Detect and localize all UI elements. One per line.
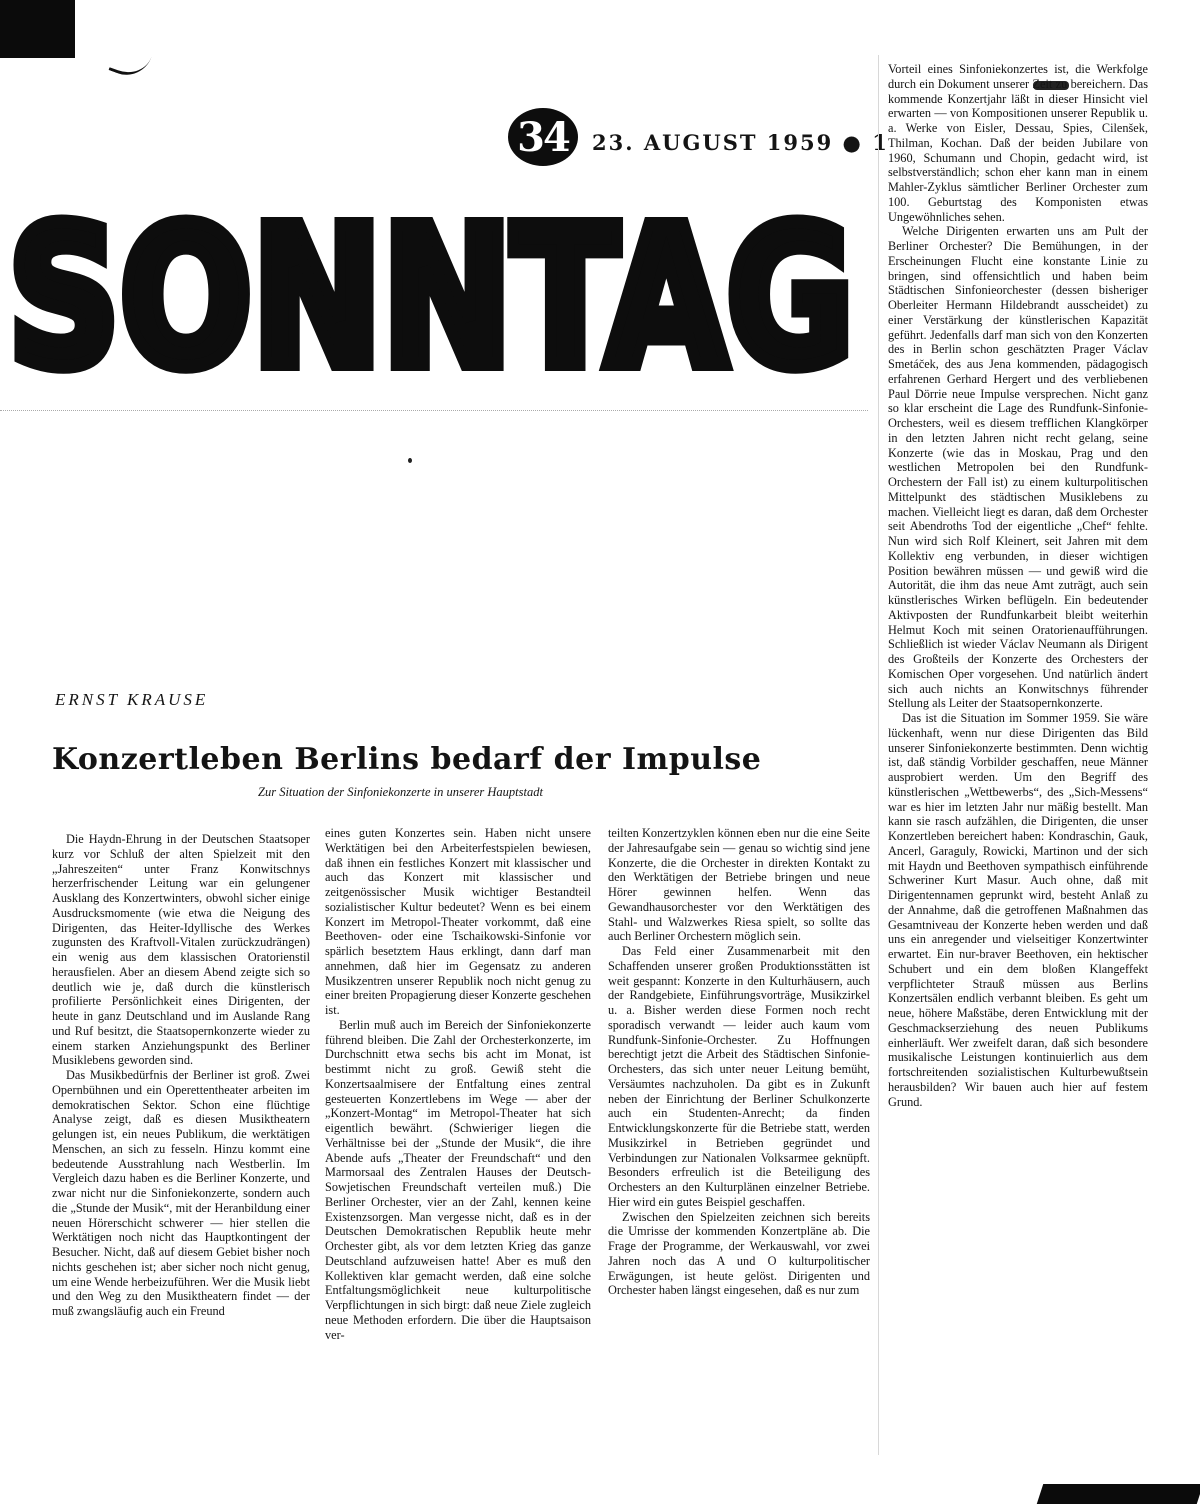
paragraph: eines guten Konzertes sein. Haben nicht unsere Werktätigen bei den Arbeiterfestspielen bewiesen, daß ihnen ein festliches Konzert mit klassischer und auch das Konzert mit klassischer und zeitgenössischer Musik wichtiger Bestandteil sozialistischer Kultur bedeutet? Wenn es bei einem Konzert im Metropol-Theater vorkommt, daß eine Beethoven- oder eine Tschaikowski-Sinfonie vor spärlich besetztem Haus erklingt, dann darf man annehmen, daß hier im Gegensatz zu anderen Musikzentren unserer Republik noch nicht genug zu einer breiten Propagierung dieser Konzerte geschehen ist. xyxy=(325,826,591,1017)
column-divider xyxy=(878,55,879,1455)
issue-date: 23. AUGUST 1959 ● 1 xyxy=(592,130,889,155)
issue-number: 34 xyxy=(517,113,569,161)
paragraph: Zwischen den Spielzeiten zeichnen sich bereits die Umrisse der kommenden Konzertpläne ab. Die Frage der Programme, der Werkauswahl, vor zwei Jahren noch das A und O kulturpolitischer Erwägungen, ist heute gelöst. Dirigenten und Orchester haben längst eingesehen, daß es nur zum xyxy=(608,1209,870,1298)
paragraph: Die Haydn-Ehrung in der Deutschen Staatsoper kurz vor Schluß der alten Spielzeit mit den „Jahreszeiten“ unter Franz Konwitschnys herzerfrischender Leitung war ein gelungener Ausklang des Konzertwinters, obwohl sicher einige Ausdrucksmomente (wie etwa die Neigung des Dirigenten, das Heiter-Idyllische des Werkes zugunsten des Kraftvoll-Vitalen zurückzudrängen) ein wenig aus dem klassischen Oratorienstil herausfielen. Aber an diesem Abend zeigte sich so deutlich wie je, daß durch die künstlerisch profilierte Persönlichkeit eines Dirigenten, der heute in ganz Deutschland und im Auslande Rang und Ruf besitzt, die Staatsopernkonzerte wieder zu einem starken Anziehungspunkt des Berliner Musiklebens geworden sind. xyxy=(52,832,310,1068)
paragraph: Welche Dirigenten erwarten uns am Pult der Berliner Orchester? Die Bemühungen, in der Erscheinungen Flucht eine konstante Linie zu bringen, sind offensichtlich und haben beim Städtischen Sinfonieorchester (dessen bisheriger Oberleiter Hermann Hildebrandt ausscheidet) zu einer Verstärkung der künstlerischen Kapazität geführt. Jedenfalls darf man sich von den Konzerten des in Berlin schon geschätzten Prager Václav Smetáček, des aus Jena kommenden, pädagogisch erfahrenen Gerhard Hergert und des verbliebenen Paul Dörrie neue Impulse versprechen. Nicht ganz so klar erscheint die Lage des Rundfunk-Sinfonie-Orchesters, weil es diesem trefflichen Klangkörper in den letzten Jahren nicht recht gelang, seine Konzerte (wie das in Moskau, Prag und den westlichen Metropolen bei den Rundfunk-Orchestern der Fall ist) zu einem kulturpolitischen Mittelpunkt des städtischen Musiklebens zu machen. Vielleicht liegt es daran, daß dem Orchester seit Abendroths Tod der eigentliche „Chef“ fehlte. Nun wird sich Rolf Kleinert, seit Jahren mit dem Kollektiv eng verbunden, in dieser wichtigen Position bewähren müssen — und gewiß wird die Autorität, die ihm das neue Amt zuträgt, auch sein künstlerisches Wirken beflügeln. Ein bedeutender Aktivposten der Rundfunkarbeit bleibt weiterhin Helmut Koch mit seinen Oratorienaufführungen. Schließlich ist wieder Václav Neumann als Dirigent des Großteils der Konzerte des Orchesters der Komischen Oper vorgesehen. Und natürlich ändert sich auch nichts an Konwitschnys führender Stellung als Leiter der Staatsopernkonzerte. xyxy=(888,224,1148,711)
article-column-2 xyxy=(325,826,591,1342)
article-column-3 xyxy=(608,826,870,1298)
scan-corner-mark xyxy=(0,0,75,58)
masthead-rule xyxy=(0,410,868,411)
paragraph: Das Feld einer Zusammenarbeit mit den Schaffenden unserer großen Produktionsstätten ist weit gespannt: Konzerte in den Kulturhäusern, auch der Randgebiete, Einführungsvorträge, Musikzirkel u. a. Bisher werden diese Formen noch recht sporadisch verwandt — leider auch kaum vom Rundfunk-Sinfonie-Orchester. Zu Hoffnungen berechtigt jetzt die Arbeit des Städtischen Sinfonie-Orchesters, das sich unter neuer Leitung bemüht, Versäumtes nachzuholen. Da gibt es in Zukunft neben der Einrichtung der Berliner Schulkonzerte auch ein Studenten-Anrecht; da finden Entwicklungskonzerte für die Betriebe statt, werden Musikzirkel in Betrieben gegründet und Verbindungen zur Nationalen Volksarmee geknüpft. Besonders erfreulich ist die Beteiligung des Orchesters an den Kulturplänen einzelner Betriebe. Hier wird ein gutes Beispiel geschaffen. xyxy=(608,944,870,1209)
paragraph: Das ist die Situation im Sommer 1959. Sie wäre lückenhaft, wenn nur diese Dirigenten das Bild unserer Sinfoniekonzerte bestimmten. Denn wichtig ist, daß ständig Vorbilder geschaffen, neue Männer ausprobiert werden. Um den Begriff des künstlerischen „Wettbewerbs“, des „Sich-Messens“ war es hier im letzten Jahr nur mäßig bestellt. Man kann sie rasch aufzählen, die Dirigenten, die unser Konzertleben bereichert haben: Kondraschin, Gauk, Ancerl, Garaguly, Rowicki, Martinon und der sich mit Haydn und Beethoven sympathisch einführende Schweriner Kurt Masur. Auch ohne, daß mit Dirigentennamen geprunkt wird, besteht Anlaß zu der Annahme, daß die getroffenen Maßnahmen das Gesamtniveau der Konzerte heben werden und daß uns ein anregender und vielseitiger Konzertwinter erwartet. Ein nur-braver Beethoven, ein hektischer Schubert und ein dem bloßen Klangeffekt verpflichteter Strauß müssen aus Berlins Konzertsälen endlich verbannt bleiben. Es geht um neue, höhere Maßstäbe, deren Entwicklung mit der Geschmackserziehung des neuen Publikums einherläuft. Wer zweifelt daran, daß sich besondere musikalische Leistungen kontinuierlich aus dem fortschreitenden sozialistischen Kulturbewußtsein herausbilden? Wir bauen auch hier auf festem Grund. xyxy=(888,711,1148,1109)
print-speck xyxy=(408,458,412,463)
scan-stroke-mark xyxy=(108,45,151,83)
article-column-4 xyxy=(888,62,1148,1109)
masthead xyxy=(8,158,854,408)
paragraph: Berlin muß auch im Bereich der Sinfoniekonzerte führend bleiben. Die Zahl der Orchesterkonzerte, im Durchschnitt etwa sechs bis acht im Monat, ist bestimmt nicht zu groß. Gewiß steht die Konzertsaalmisere der Entfaltung eines zentral gesteuerten Konzertlebens im Wege — aber der „Konzert-Montag“ im Metropol-Theater hat sich eigentlich bewährt. (Schwieriger liegen die Verhältnisse bei der „Stunde der Musik“, die ihre Abende aufs „Theater der Freundschaft“ und den Marmorsaal des Zentralen Hauses der Deutsch-Sowjetischen Freundschaft verteilen muß.) Die Berliner Orchester, vier an der Zahl, kennen keine Existenzsorgen. Man vergesse nicht, daß es in der Deutschen Demokratischen Republik heute mehr Orchester gibt, als vor dem letzten Krieg das ganze Deutschland aufzuweisen hatte! Aber es muß den Kollektiven klar gemacht werden, daß eine solche Entfaltungsmöglichkeit neue kulturpolitische Verpflichtungen in sich birgt: daß neue Ziele zugleich neue Methoden erfordern. Die über die Hauptsaison ver- xyxy=(325,1017,591,1342)
paragraph: Das Musikbedürfnis der Berliner ist groß. Zwei Opernbühnen und ein Operettentheater arbeiten im demokratischen Sektor. Schon eine flüchtige Analyse zeigt, daß es diesen Musiktheatern gelungen ist, ein neues Publikum, die werktätigen Menschen, an sich zu fesseln. Hinzu kommt eine bedeutende Ausstrahlung nach Westberlin. Im Vergleich dazu haben es die Berliner Konzerte, und zwar nicht nur die Sinfoniekonzerte, sondern auch die „Stunde der Musik“, mit der Heranbildung einer neuen Hörerschicht schwerer — hier stellen die Werktätigen noch nicht das Hauptkontingent der Besucher. Nicht, daß auf diesem Gebiet bisher noch nichts geschehen ist; aber sicher noch nicht genug, um eine Wende herbeizuführen. Wer die Musik liebt und den Weg zu den Musiktheatern findet — der muß zwangsläufig auch ein Freund xyxy=(52,1068,310,1318)
scan-edge-mark xyxy=(1037,1484,1200,1504)
paragraph: Vorteil eines Sinfoniekonzertes ist, die Werkfolge durch ein Dokument unserer Zeit zu bereichern. Das kommende Konzertjahr läßt in dieser Hinsicht viel erwarten — von Kompositionen unserer Republik u. a. Werke von Eisler, Dessau, Spies, Cilenšek, Thilman, Kochan. Daß der beiden Jubilare von 1960, Schumann und Chopin, gedacht wird, ist selbstverständlich; schon eher kann man in einem Mahler-Zyklus sämtlicher Berliner Orchester zum 100. Geburtstag des Komponisten etwas Ungewöhnliches sehen. xyxy=(888,62,1148,224)
article-author: ERNST KRAUSE xyxy=(55,690,209,709)
paragraph: teilten Konzertzyklen können eben nur die eine Seite der Jahresaufgabe sein — genau so wichtig sind jene Konzerte, die die Orchester in direkten Kontakt zu den Werktätigen der Betriebe bringen und neue Hörer gewinnen helfen. Wenn das Gewandhausorchester vor den Werktätigen des Stahl- und Walzwerkes Riesa spielt, so sollte das auch Berliner Orchestern möglich sein. xyxy=(608,826,870,944)
masthead-svg xyxy=(8,158,854,408)
article-headline: Konzertleben Berlins bedarf der Impulse xyxy=(52,742,762,777)
masthead-title: SONNTAG xyxy=(8,187,854,408)
article-column-1 xyxy=(52,832,310,1319)
article-subheadline: Zur Situation der Sinfoniekonzerte in unserer Hauptstadt xyxy=(258,785,543,799)
